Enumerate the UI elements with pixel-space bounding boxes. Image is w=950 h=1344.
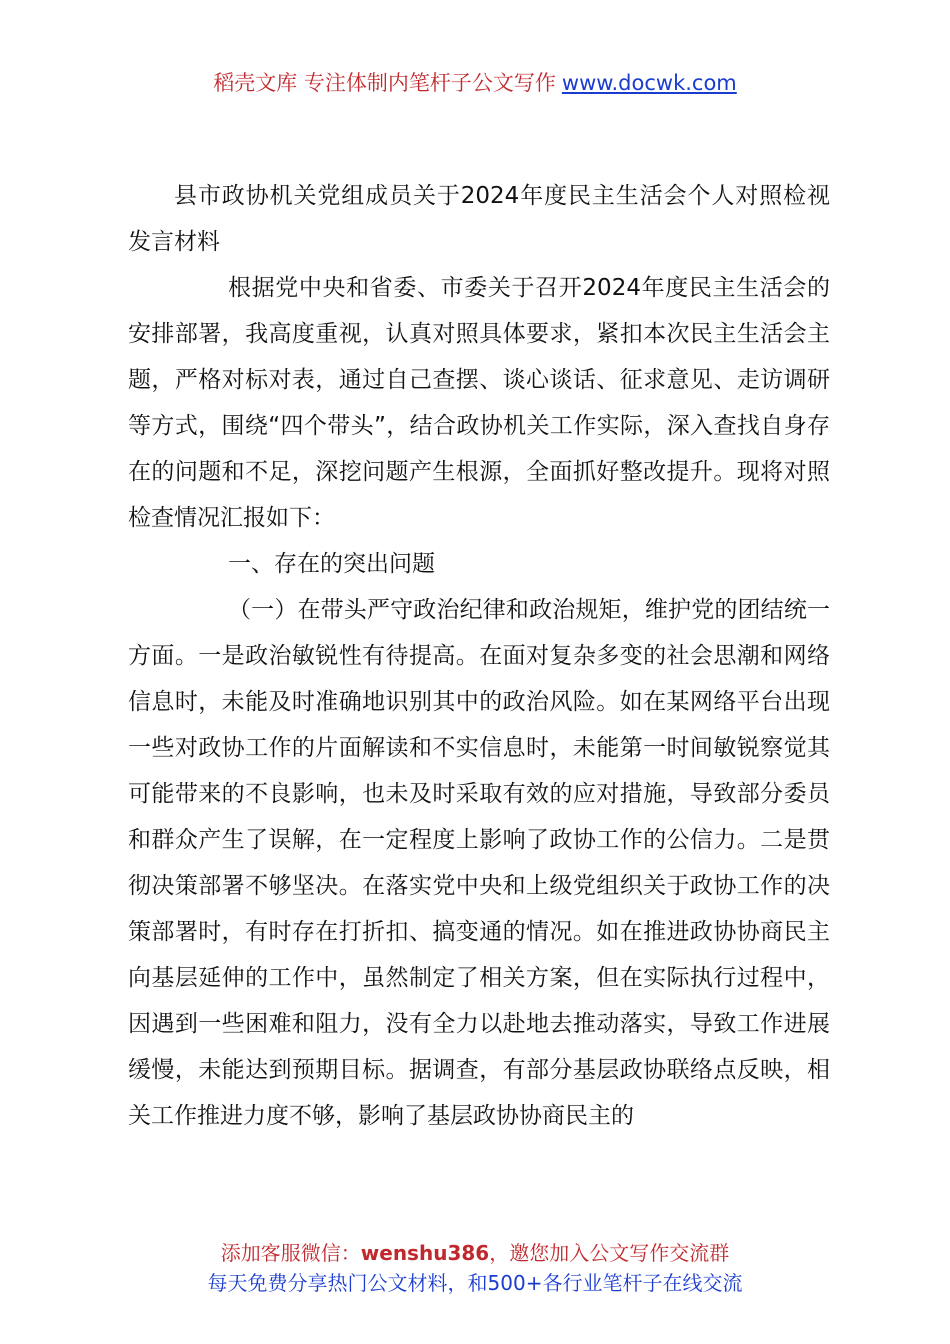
document-title: 县市政协机关党组成员关于2024年度民主生活会个人对照检视发言材料 [128, 183, 830, 255]
body-paragraph: （一）在带头严守政治纪律和政治规矩，维护党的团结统一方面。一是政治敏锐性有待提高。在面对复杂多变的社会思潮和网络信息时，未能及时准确地识别其中的政治风险。如在某网络平台出现一些对政协工作的片面解读和不实信息时，未能第一时间敏锐察觉其可能带来的不良影响，也未及时采取有效的应对措施，导致部分委员和群众产生了误解，在一定程度上影响了政协工作的公信力。二是贯彻决策部署不够坚决。在落实党中央和上级党组织关于政协工作的决策部署时，有时存在打折扣、搞变通的情况。如在推进政协协商民主向基层延伸的工作中，虽然制定了相关方案，但在实际执行过程中，因遇到一些困难和阻力，没有全力以赴地去推动落实，导致工作进展缓慢，未能达到预期目标。据调查，有部分基层政协联络点反映，相关工作推进力度不够，影响了基层政协协商民主的 [128, 597, 830, 1129]
section-heading: 一、存在的突出问题 [228, 551, 435, 577]
footer-promo-line: 每天免费分享热门公文材料，和500+各行业笔杆子在线交流 [207, 1271, 743, 1295]
footer-prefix: 添加客服微信： [220, 1241, 361, 1265]
wechat-id: wenshu386 [360, 1241, 490, 1265]
page-footer [0, 1238, 950, 1298]
footer-contact-line [0, 1238, 950, 1268]
intro-paragraph: 根据党中央和省委、市委关于召开2024年度民主生活会的安排部署，我高度重视，认真对照具体要求，紧扣本次民主生活会主题，严格对标对表，通过自己查摆、谈心谈话、征求意见、走访调研等方式，围绕“四个带头”，结合政协机关工作实际，深入查找自身存在的问题和不足，深挖问题产生根源，全面抓好整改提升。现将对照检查情况汇报如下： [128, 275, 830, 531]
footer-suffix: ，邀您加入公文写作交流群 [489, 1241, 730, 1265]
website-link[interactable]: www.docwk.com [561, 71, 737, 95]
brand-slogan: 稻壳文库 专注体制内笔杆子公文写作 [213, 71, 556, 95]
document-body [128, 173, 830, 1139]
page-header [0, 66, 950, 100]
